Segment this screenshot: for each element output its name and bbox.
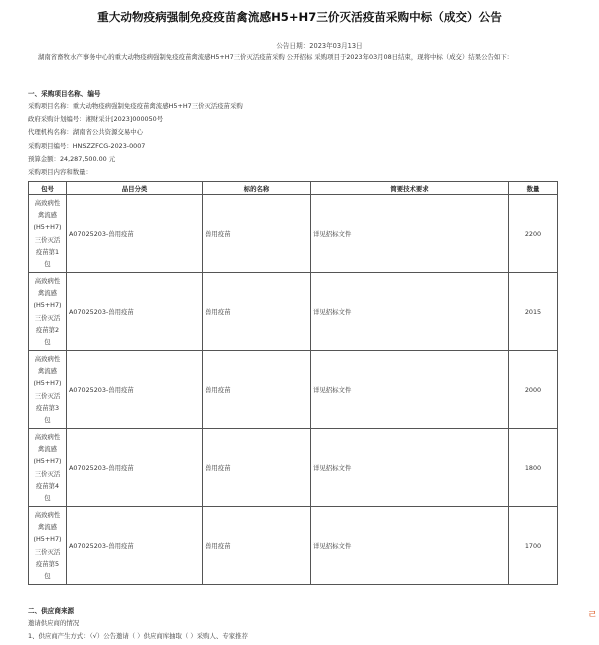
- category-cell: A07025203-兽用疫苗: [67, 273, 203, 351]
- table-row: [29, 273, 558, 351]
- quantity-cell: 1700: [509, 507, 558, 585]
- section-2-heading: 二、供应商来源: [28, 607, 75, 615]
- project-name-line: 采购项目名称：重大动物疫病强制免疫疫苗禽流感H5+H7三价灭活疫苗采购: [28, 102, 243, 110]
- package-cell: 高致病性 禽流感 (H5+H7) 三价灭活 疫苗第2 包: [29, 273, 67, 351]
- quantity-cell: 2000: [509, 351, 558, 429]
- header-requirement: 简要技术要求: [311, 182, 509, 195]
- quantity-cell: 2015: [509, 273, 558, 351]
- category-cell: A07025203-兽用疫苗: [67, 351, 203, 429]
- table-row: [29, 351, 558, 429]
- category-cell: A07025203-兽用疫苗: [67, 195, 203, 273]
- side-feedback-icon[interactable]: ㄹ: [587, 608, 598, 621]
- section-1-heading: 一、采购项目名称、编号: [28, 90, 101, 98]
- intro-paragraph: 湖南省畜牧水产事务中心的重大动物疫病强制免疫疫苗禽流感H5+H7三价灭活疫苗采购 公开招标 采购项目于2023年03月08日结束，现将中标（成交）结果公告如下：: [38, 53, 514, 61]
- header-quantity: 数量: [509, 182, 558, 195]
- budget-line: 预算金额：24,287,500.00 元: [28, 155, 116, 163]
- header-package: 包号: [29, 182, 67, 195]
- table-row: [29, 195, 558, 273]
- item-name-cell: 兽用疫苗: [203, 507, 311, 585]
- table-row: [29, 429, 558, 507]
- package-cell: 高致病性 禽流感 (H5+H7) 三价灭活 疫苗第5 包: [29, 507, 67, 585]
- package-cell: 高致病性 禽流感 (H5+H7) 三价灭活 疫苗第1 包: [29, 195, 67, 273]
- requirement-cell: 详见招标文件: [311, 507, 509, 585]
- requirement-cell: 详见招标文件: [311, 195, 509, 273]
- table-row: [29, 507, 558, 585]
- content-quantity-line: 采购项目内容和数量：: [28, 168, 92, 176]
- header-item-name: 标的名称: [203, 182, 311, 195]
- invited-suppliers-line: 邀请供应商的情况: [28, 619, 80, 627]
- item-name-cell: 兽用疫苗: [203, 273, 311, 351]
- category-cell: A07025203-兽用疫苗: [67, 507, 203, 585]
- plan-number-line: 政府采购计划编号：湘财采计[2023]000050号: [28, 115, 164, 123]
- quantity-cell: 1800: [509, 429, 558, 507]
- category-cell: A07025203-兽用疫苗: [67, 429, 203, 507]
- requirement-cell: 详见招标文件: [311, 273, 509, 351]
- requirement-cell: 详见招标文件: [311, 351, 509, 429]
- item-name-cell: 兽用疫苗: [203, 195, 311, 273]
- item-name-cell: 兽用疫苗: [203, 429, 311, 507]
- project-number-line: 采购项目编号：HNSZZFCG-2023-0007: [28, 142, 146, 150]
- publish-date: 公告日期：2023年03月13日: [276, 42, 363, 50]
- item-name-cell: 兽用疫苗: [203, 351, 311, 429]
- procurement-items-table: [28, 181, 558, 585]
- requirement-cell: 详见招标文件: [311, 429, 509, 507]
- supplier-method-line: 1、供应商产生方式：（√）公告邀请（ ）供应商库抽取（ ）采购人、专家推荐: [28, 632, 248, 640]
- page-title: 重大动物疫病强制免疫疫苗禽流感H5+H7三价灭活疫苗采购中标（成交）公告: [97, 10, 502, 24]
- package-cell: 高致病性 禽流感 (H5+H7) 三价灭活 疫苗第3 包: [29, 351, 67, 429]
- header-category: 品目分类: [67, 182, 203, 195]
- agency-name-line: 代理机构名称：湖南省公共资源交易中心: [28, 128, 144, 136]
- quantity-cell: 2200: [509, 195, 558, 273]
- package-cell: 高致病性 禽流感 (H5+H7) 三价灭活 疫苗第4 包: [29, 429, 67, 507]
- table-header-row: [29, 182, 558, 195]
